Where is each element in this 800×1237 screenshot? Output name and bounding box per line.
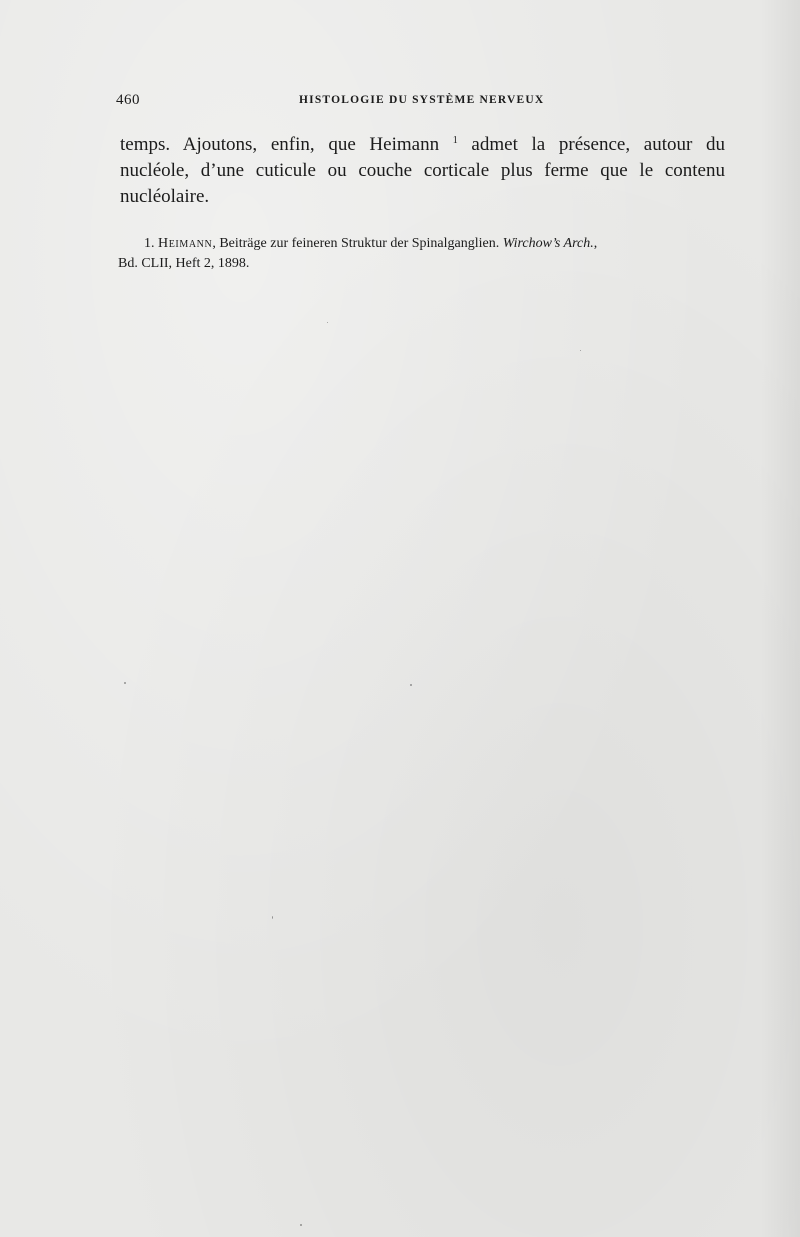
page-header: [116, 92, 726, 112]
body-paragraph: [120, 128, 725, 210]
scan-speck: [300, 1224, 302, 1226]
scan-speck: [272, 916, 273, 919]
scan-speck: [580, 350, 581, 351]
footnote-journal: Wirchow’s Arch.: [502, 236, 594, 251]
page-edge-shadow: [760, 0, 800, 1237]
body-line-2: nucléole, d’une cuticule ou couche corticale plus ferme que le contenu: [120, 160, 725, 181]
footnote-number: 1.: [144, 236, 155, 251]
footnote-trail: ,: [593, 236, 598, 251]
footnote-line-1: [118, 234, 730, 254]
body-line-1-start: temps. Ajoutons, enfin, que Heimann: [120, 134, 453, 155]
scan-speck: [410, 684, 412, 686]
body-line-1-end: admet la présence, autour du: [457, 134, 725, 155]
page-number: 460: [116, 92, 140, 108]
body-line-3: nucléolaire.: [120, 186, 210, 207]
footnote-line-2: Bd. CLII, Heft 2, 1898.: [118, 256, 250, 271]
footnote-title: , Beiträge zur feineren Struktur der Spinalganglien.: [212, 236, 503, 251]
running-head: HISTOLOGIE DU SYSTÈME NERVEUX: [299, 94, 545, 106]
scan-speck: [327, 322, 328, 323]
footnote-reference: 1: [452, 135, 458, 146]
footnote-author: Heimann: [158, 236, 213, 251]
footnote: [118, 234, 730, 274]
scan-speck: [124, 682, 126, 684]
body-line-1: [120, 128, 725, 158]
